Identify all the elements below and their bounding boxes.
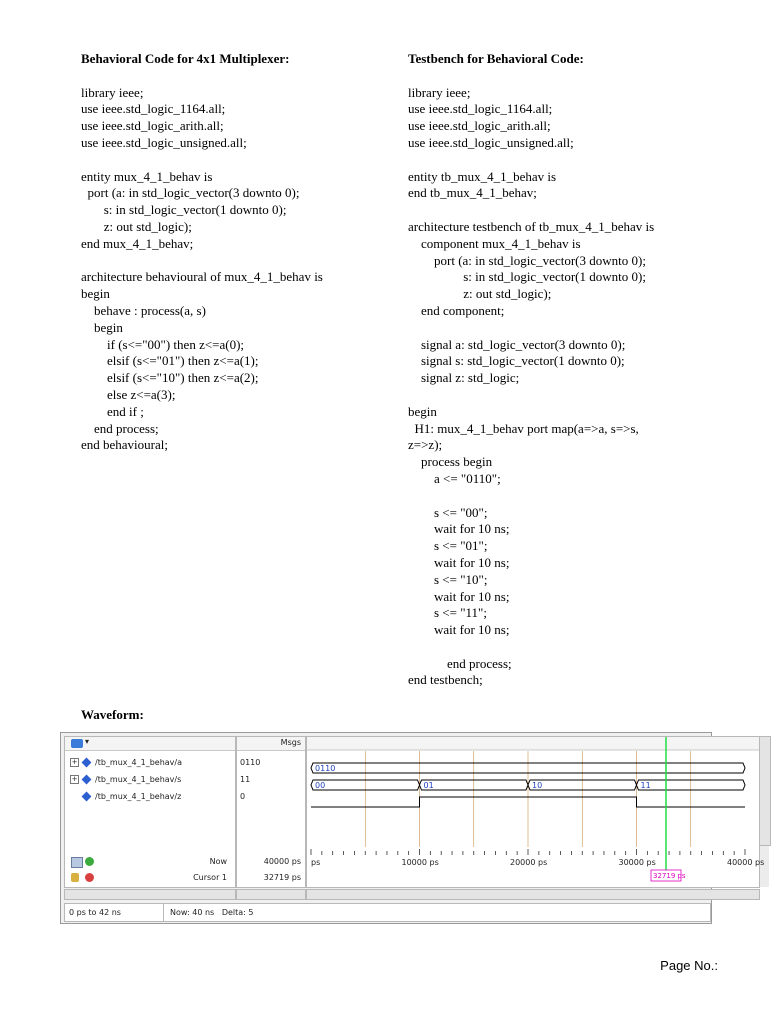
time-tick-label: 20000 ps bbox=[510, 858, 548, 867]
plot-hscrollbar[interactable] bbox=[306, 889, 760, 900]
code-line: architecture behavioural of mux_4_1_behav is bbox=[81, 269, 323, 285]
plot-header bbox=[307, 737, 759, 750]
code-line: z: out std_logic); bbox=[408, 286, 552, 302]
code-line: end component; bbox=[408, 302, 505, 318]
bus-s-label: 11 bbox=[640, 781, 651, 790]
remove-cursor-icon[interactable] bbox=[85, 873, 94, 882]
code-line: use ieee.std_logic_1164.all; bbox=[408, 101, 553, 117]
code-line: a <= "0110"; bbox=[408, 470, 501, 486]
cursor-label: Cursor 1 bbox=[193, 873, 227, 882]
code-line: use ieee.std_logic_arith.all; bbox=[81, 118, 224, 134]
signal-row[interactable] bbox=[65, 789, 181, 805]
signal-diamond-icon bbox=[82, 792, 92, 802]
code-line: library ieee; bbox=[81, 84, 144, 100]
waveform-title: Waveform: bbox=[81, 707, 144, 722]
code-line: behave : process(a, s) bbox=[81, 302, 206, 318]
code-line bbox=[408, 639, 708, 656]
bus-a-label: 0110 bbox=[315, 764, 336, 773]
signal-row[interactable] bbox=[65, 772, 181, 788]
code-line bbox=[408, 488, 708, 505]
code-line: begin bbox=[81, 286, 110, 302]
code-line: s: in std_logic_vector(1 downto 0); bbox=[408, 269, 646, 285]
time-tick-label: 40000 ps bbox=[727, 858, 765, 867]
code-line: wait for 10 ns; bbox=[408, 622, 510, 638]
code-line: wait for 10 ns; bbox=[408, 521, 510, 537]
code-line: port (a: in std_logic_vector(3 downto 0); bbox=[408, 252, 646, 268]
signal-value: 0110 bbox=[240, 758, 261, 767]
code-line: use ieee.std_logic_1164.all; bbox=[81, 101, 226, 117]
time-tick-label: 10000 ps bbox=[401, 858, 439, 867]
code-line: s <= "10"; bbox=[408, 571, 488, 587]
code-line: wait for 10 ns; bbox=[408, 554, 510, 570]
bus-s-label: 10 bbox=[532, 781, 543, 790]
now-label: Now bbox=[209, 857, 227, 866]
code-line: end mux_4_1_behav; bbox=[81, 235, 194, 251]
chevron-down-icon[interactable]: ▾ bbox=[85, 737, 90, 746]
code-line: library ieee; bbox=[408, 84, 471, 100]
bus-s-label: 01 bbox=[423, 781, 434, 790]
code-line bbox=[81, 253, 381, 270]
code-line: entity mux_4_1_behav is bbox=[81, 168, 213, 184]
lock-icon[interactable] bbox=[71, 873, 79, 882]
code-line: end behavioural; bbox=[81, 437, 168, 453]
testbench-heading: Testbench for Behavioral Code: bbox=[408, 51, 584, 66]
time-tick-label: ps bbox=[311, 858, 321, 867]
zoom-icon[interactable] bbox=[71, 857, 83, 868]
code-line: signal s: std_logic_vector(1 downto 0); bbox=[408, 353, 625, 369]
names-hscrollbar[interactable] bbox=[64, 889, 236, 900]
code-line bbox=[408, 387, 708, 404]
now-row-label bbox=[65, 855, 233, 869]
code-line: begin bbox=[408, 403, 437, 419]
code-line: end tb_mux_4_1_behav; bbox=[408, 185, 537, 201]
signal-name: /tb_mux_4_1_behav/z bbox=[95, 792, 182, 801]
code-line: s: in std_logic_vector(1 downto 0); bbox=[81, 202, 287, 218]
signal-names-pane bbox=[64, 736, 236, 888]
cursor-value: 32719 ps bbox=[263, 873, 301, 882]
msgs-pane bbox=[236, 736, 306, 888]
code-line: architecture testbench of tb_mux_4_1_behav is bbox=[408, 218, 655, 234]
waveform-viewer bbox=[60, 732, 765, 924]
cursor-row-label bbox=[65, 871, 233, 885]
code-line: elsif (s<="01") then z<=a(1); bbox=[81, 353, 259, 369]
code-line: component mux_4_1_behav is bbox=[408, 235, 581, 251]
waveform-svg bbox=[307, 737, 765, 887]
msgs-header bbox=[237, 737, 305, 751]
code-line: port (a: in std_logic_vector(3 downto 0); bbox=[81, 185, 300, 201]
code-line: use ieee.std_logic_unsigned.all; bbox=[81, 134, 247, 150]
code-line bbox=[408, 152, 708, 169]
signal-value: 0 bbox=[240, 792, 246, 801]
page-number-label: Page No.: bbox=[660, 958, 718, 973]
status-range: 0 ps to 42 ns bbox=[69, 908, 121, 917]
code-line: entity tb_mux_4_1_behav is bbox=[408, 168, 557, 184]
signal-value: 11 bbox=[240, 775, 251, 784]
signal-row[interactable] bbox=[65, 755, 182, 771]
code-line: s <= "11"; bbox=[408, 605, 487, 621]
code-line: else z<=a(3); bbox=[81, 386, 176, 402]
behavioral-code-block bbox=[81, 85, 381, 455]
code-line: elsif (s<="10") then z<=a(2); bbox=[81, 370, 259, 386]
code-line: end if ; bbox=[81, 403, 144, 419]
code-line bbox=[81, 152, 381, 169]
signal-name: /tb_mux_4_1_behav/s bbox=[95, 775, 182, 784]
code-line: z: out std_logic); bbox=[81, 218, 192, 234]
code-line: H1: mux_4_1_behav port map(a=>a, s=>s, bbox=[408, 420, 639, 436]
msgs-hscrollbar[interactable] bbox=[236, 889, 306, 900]
code-line: if (s<="00") then z<=a(0); bbox=[81, 336, 245, 352]
expand-icon[interactable]: + bbox=[71, 758, 78, 766]
time-tick-label: 30000 ps bbox=[618, 858, 656, 867]
expand-icon[interactable]: + bbox=[71, 775, 78, 783]
code-line: s <= "01"; bbox=[408, 538, 488, 554]
code-line: end process; bbox=[81, 420, 159, 436]
left-column bbox=[81, 51, 381, 454]
code-line: end process; bbox=[408, 655, 512, 671]
code-line: wait for 10 ns; bbox=[408, 588, 510, 604]
behavioral-code-heading: Behavioral Code for 4x1 Multiplexer: bbox=[81, 51, 290, 66]
status-info: Now: 40 ns Delta: 5 bbox=[170, 908, 254, 917]
code-line bbox=[408, 320, 708, 337]
right-column bbox=[408, 51, 708, 689]
code-line: s <= "00"; bbox=[408, 504, 488, 520]
waveform-plot[interactable] bbox=[306, 736, 765, 888]
code-line: use ieee.std_logic_unsigned.all; bbox=[408, 134, 574, 150]
signal-diamond-icon bbox=[82, 758, 92, 768]
status-divider bbox=[163, 904, 164, 921]
names-header bbox=[65, 737, 235, 751]
code-line: signal z: std_logic; bbox=[408, 370, 520, 386]
vertical-scrollbar[interactable] bbox=[759, 736, 771, 846]
wave-toolbar-icon[interactable] bbox=[71, 739, 83, 748]
add-cursor-icon[interactable] bbox=[85, 857, 94, 866]
code-line: z=>z); bbox=[408, 437, 443, 453]
status-bar bbox=[64, 903, 711, 922]
bus-s-label: 00 bbox=[315, 781, 326, 790]
code-line: end testbench; bbox=[408, 672, 483, 688]
signal-name: /tb_mux_4_1_behav/a bbox=[95, 758, 182, 767]
code-line: process begin bbox=[408, 454, 493, 470]
code-line bbox=[408, 202, 708, 219]
signal-diamond-icon bbox=[82, 775, 92, 785]
code-line: signal a: std_logic_vector(3 downto 0); bbox=[408, 336, 626, 352]
code-line: begin bbox=[81, 319, 123, 335]
testbench-code-block bbox=[408, 85, 708, 690]
now-value: 40000 ps bbox=[263, 857, 301, 866]
code-line: use ieee.std_logic_arith.all; bbox=[408, 118, 551, 134]
cursor-tag-label: 32719 ps bbox=[653, 872, 686, 880]
msgs-header-label: Msgs bbox=[280, 738, 301, 747]
